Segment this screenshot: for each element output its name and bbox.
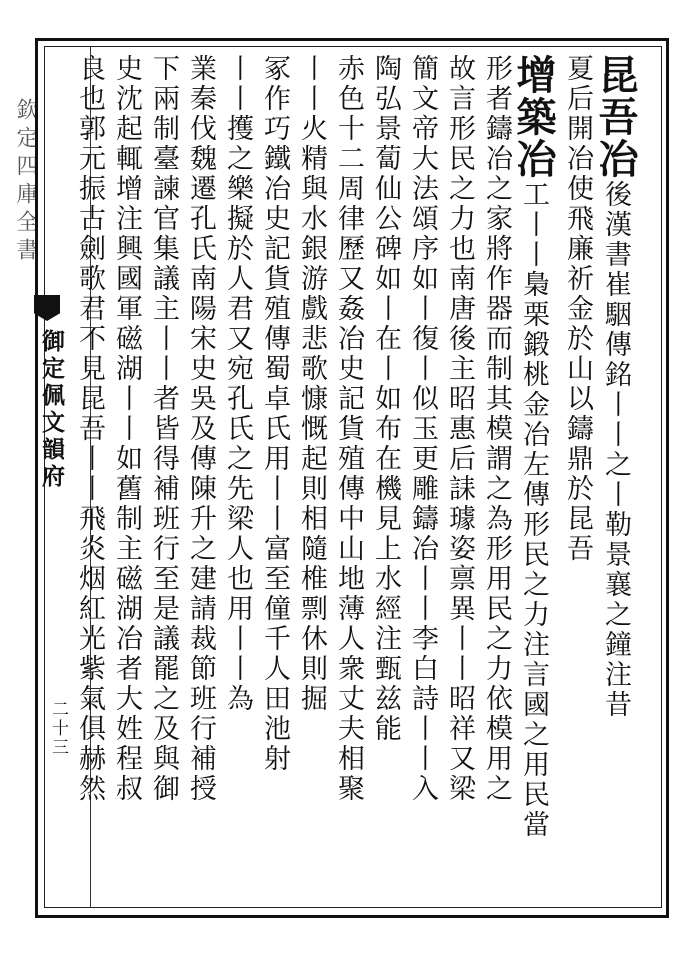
text-column-9 — [292, 54, 330, 904]
text-column-5 — [440, 54, 478, 904]
column-text: 冢作巧鐵冶史記貨殖傳蜀卓氏用丨丨富至僮千人田池射 — [259, 54, 290, 774]
column-text: 史沈起輒增注興國軍磁湖丨丨如舊制主磁湖冶者大姓程叔 — [111, 54, 142, 804]
text-column-14 — [107, 54, 145, 904]
entry-heading: 昆吾冶 — [592, 54, 639, 180]
text-column-8 — [329, 54, 367, 904]
column-text: 夏后開冶使飛廉祈金於山以鑄鼎於昆吾 — [562, 54, 593, 564]
column-text: 後漢書崔駰傳銘丨丨之丨勒景襄之鐘注昔 — [600, 180, 631, 720]
column-text: 簡文帝大法頌序如丨復丨似玉更雕鑄冶丨丨李白詩丨丨入 — [407, 54, 438, 804]
text-column-1 — [592, 54, 639, 904]
spine — [32, 285, 65, 615]
column-text: 下兩制臺諫官集議主丨丨者皆得補班行至是議罷之及與御 — [148, 54, 179, 804]
text-column-3 — [510, 54, 557, 904]
text-column-4 — [477, 54, 515, 904]
text-column-7 — [366, 54, 404, 904]
spine-title: 御定佩文韻府 — [38, 329, 65, 491]
text-column-12 — [181, 54, 219, 904]
column-text: 故言形民之力也南唐後主昭惠后誄璩姿禀異丨丨昭祥又梁 — [444, 54, 475, 804]
margin-label: 欽定四庫全書 — [13, 98, 38, 266]
column-text: 形者鑄冶之家將作器而制其模謂之為形用民之力依模用之 — [481, 54, 512, 804]
text-column-15 — [70, 54, 108, 904]
text-column-13 — [144, 54, 182, 904]
text-column-2 — [558, 54, 596, 904]
folio-number: 二十三 — [48, 700, 68, 757]
column-text: 良也郭元振古劍歌君不見昆吾丨丨飛炎烟紅光紫氣俱赫然 — [74, 54, 105, 804]
text-column-6 — [403, 54, 441, 904]
column-text: 丨丨火精與水銀游戲悲歌慷慨起則相隨椎剽休則掘 — [296, 54, 327, 714]
column-text: 赤色十二周律歷又姦冶史記貨殖傳中山地薄人衆丈夫相聚 — [333, 54, 364, 804]
text-column-10 — [255, 54, 293, 904]
entry-heading: 增築冶 — [510, 54, 557, 180]
column-text: 陶弘景蔔仙公碑如丨在丨如布在機見上水經注甄兹能 — [370, 54, 401, 744]
text-column-11 — [218, 54, 256, 904]
fish-tail-mark-icon — [34, 295, 60, 321]
column-text: 丨丨擭之樂擬於人君又宛孔氏之先梁人也用丨丨為 — [222, 54, 253, 714]
column-text: 工丨丨梟栗鍛桃金冶左傳形民之力注言國之用民當 — [518, 180, 549, 840]
column-text: 業秦伐魏遷孔氏南陽宋史吳及傳陳升之建請裁節班行補授 — [185, 54, 216, 804]
